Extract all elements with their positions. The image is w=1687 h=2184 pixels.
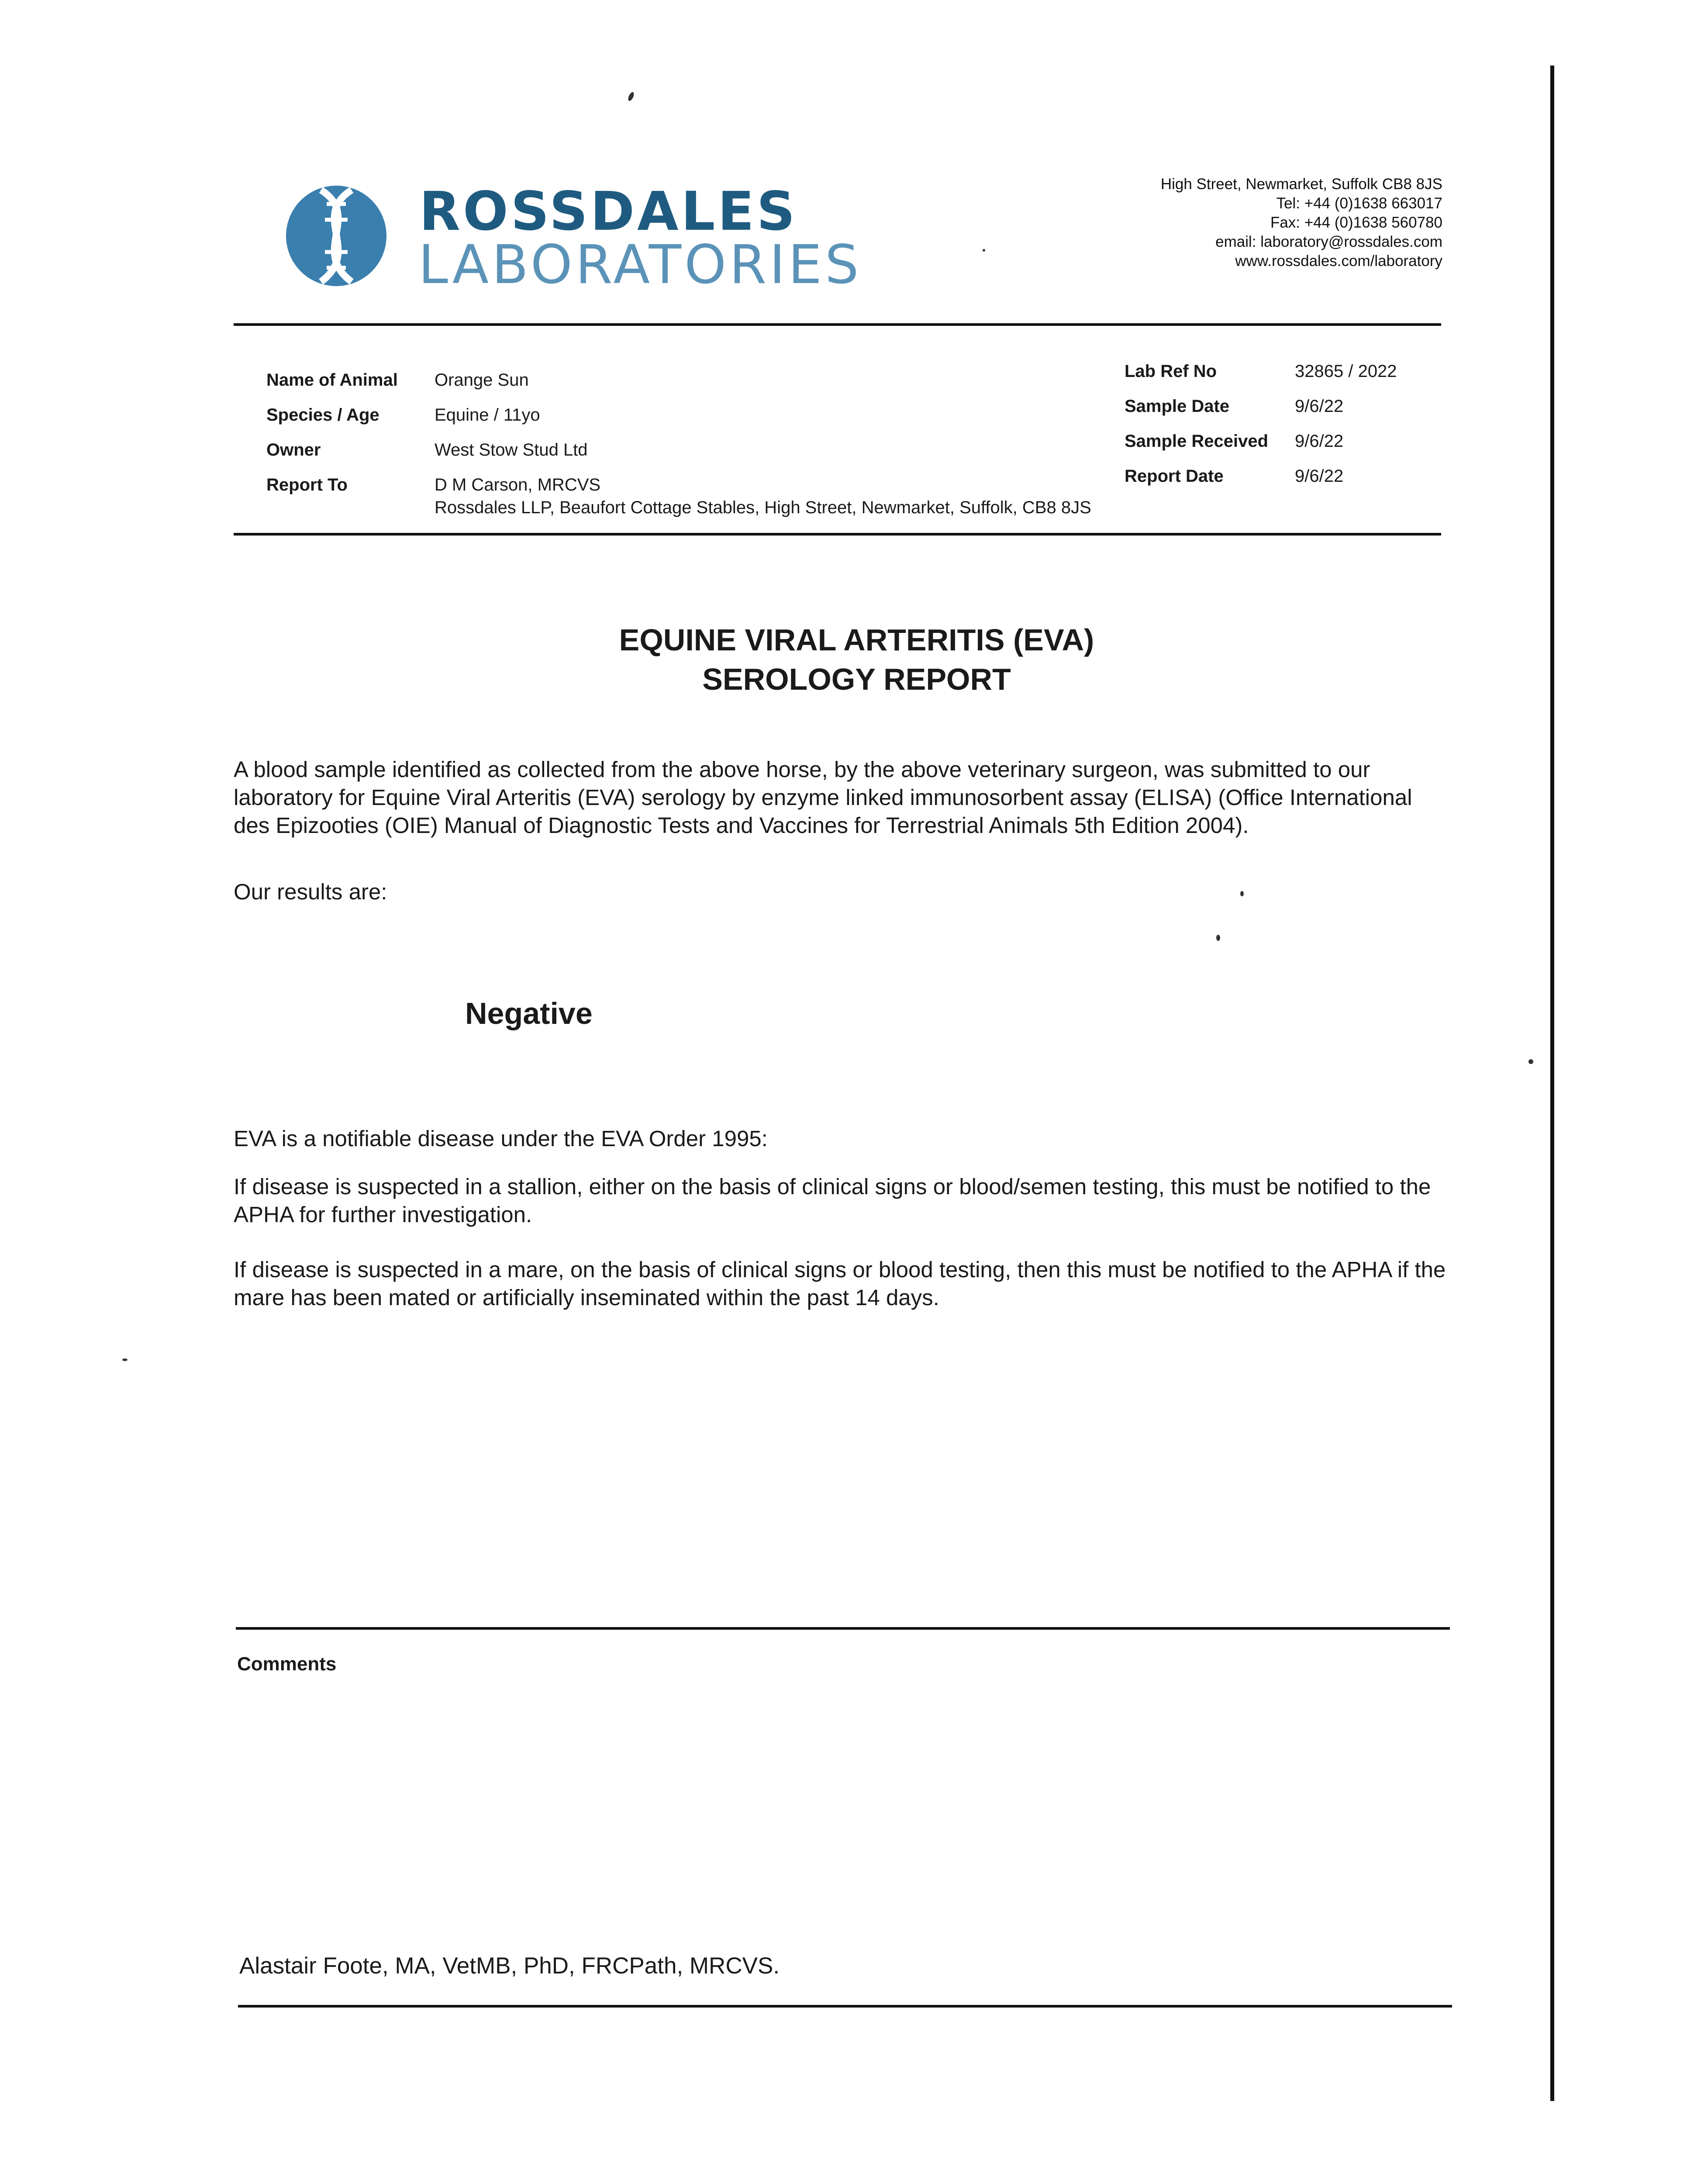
divider — [234, 323, 1441, 326]
detail-value: 32865 / 2022 — [1295, 361, 1397, 381]
detail-value: Orange Sun — [435, 370, 529, 390]
detail-label: Name of Animal — [266, 370, 398, 390]
brand-subtitle: LABORATORIES — [418, 234, 862, 296]
scan-speck — [1216, 935, 1220, 941]
detail-label: Owner — [266, 440, 321, 460]
detail-row-sample-received — [1125, 424, 1397, 459]
mare-note: If disease is suspected in a mare, on the basis of clinical signs or blood testing, then this must be notified to the APHA if the mare has been mated or artificially inseminated within the past 14 days. — [234, 1257, 1446, 1310]
detail-value: 9/6/22 — [1295, 466, 1344, 486]
detail-value: Equine / 11yo — [435, 405, 540, 425]
detail-row-animal-name — [266, 363, 600, 397]
address-email: email: laboratory@rossdales.com — [1215, 233, 1442, 250]
lab-details — [1125, 354, 1397, 494]
detail-value: 9/6/22 — [1295, 431, 1344, 451]
divider — [236, 1627, 1450, 1630]
report-title: EQUINE VIRAL ARTERITIS (EVA) — [619, 623, 1094, 657]
scan-speck — [1528, 1059, 1533, 1064]
scan-speck — [122, 1358, 128, 1361]
detail-label: Report Date — [1125, 466, 1224, 486]
address-line: High Street, Newmarket, Suffolk CB8 8JS — [1160, 176, 1442, 193]
detail-label: Sample Date — [1125, 396, 1230, 416]
report-subtitle: SEROLOGY REPORT — [702, 662, 1011, 696]
brand-name: ROSSDALES — [419, 180, 798, 242]
stallion-note: If disease is suspected in a stallion, either on the basis of clinical signs or blood/semen testing, this must be notified to the APHA for further investigation. — [234, 1174, 1431, 1227]
address-fax: Fax: +44 (0)1638 560780 — [1270, 214, 1442, 231]
intro-paragraph: A blood sample identified as collected from the above horse, by the above veterinary surgeon, was submitted to our laboratory for Equine Viral Arteritis (EVA) serology by enzyme linked immunosorbent assay (ELISA) (Office International des Epizooties (OIE) Manual of Diagnostic Tests and Vaccines for Terrestrial Animals 5th Edition 2004). — [234, 757, 1412, 838]
detail-value: 9/6/22 — [1295, 396, 1344, 416]
detail-row-species-age — [266, 397, 600, 432]
address-phone: Tel: +44 (0)1638 663017 — [1276, 195, 1442, 212]
detail-value: D M Carson, MRCVS — [435, 475, 601, 494]
results-intro: Our results are: — [234, 879, 387, 904]
notifiable-statement: EVA is a notifiable disease under the EVA Order 1995: — [234, 1126, 768, 1151]
scan-speck — [1240, 891, 1244, 896]
scan-speck — [627, 91, 635, 102]
signatory: Alastair Foote, MA, VetMB, PhD, FRCPath, MRCVS. — [239, 1953, 780, 1979]
detail-row-report-date — [1125, 459, 1397, 494]
detail-label: Report To — [266, 475, 348, 494]
animal-details — [266, 363, 600, 502]
test-result: Negative — [465, 996, 593, 1030]
detail-row-lab-ref — [1125, 354, 1397, 389]
address-website: www.rossdales.com/laboratory — [1235, 252, 1442, 270]
detail-label: Lab Ref No — [1125, 361, 1217, 381]
report-to-address: Rossdales LLP, Beaufort Cottage Stables, High Street, Newmarket, Suffolk, CB8 8JS — [435, 498, 1091, 517]
detail-value: West Stow Stud Ltd — [435, 440, 588, 460]
detail-label: Species / Age — [266, 405, 379, 425]
scan-edge-line — [1550, 66, 1554, 2101]
dna-helix-icon — [279, 177, 393, 290]
detail-label: Sample Received — [1125, 431, 1269, 451]
detail-row-sample-date — [1125, 389, 1397, 424]
rossdales-logo — [279, 177, 862, 299]
scan-speck — [983, 249, 985, 252]
divider — [238, 2005, 1452, 2008]
detail-row-report-to — [266, 467, 600, 502]
divider — [234, 533, 1441, 536]
comments-label: Comments — [237, 1653, 337, 1675]
detail-row-owner — [266, 432, 600, 467]
lab-address — [1161, 175, 1442, 271]
